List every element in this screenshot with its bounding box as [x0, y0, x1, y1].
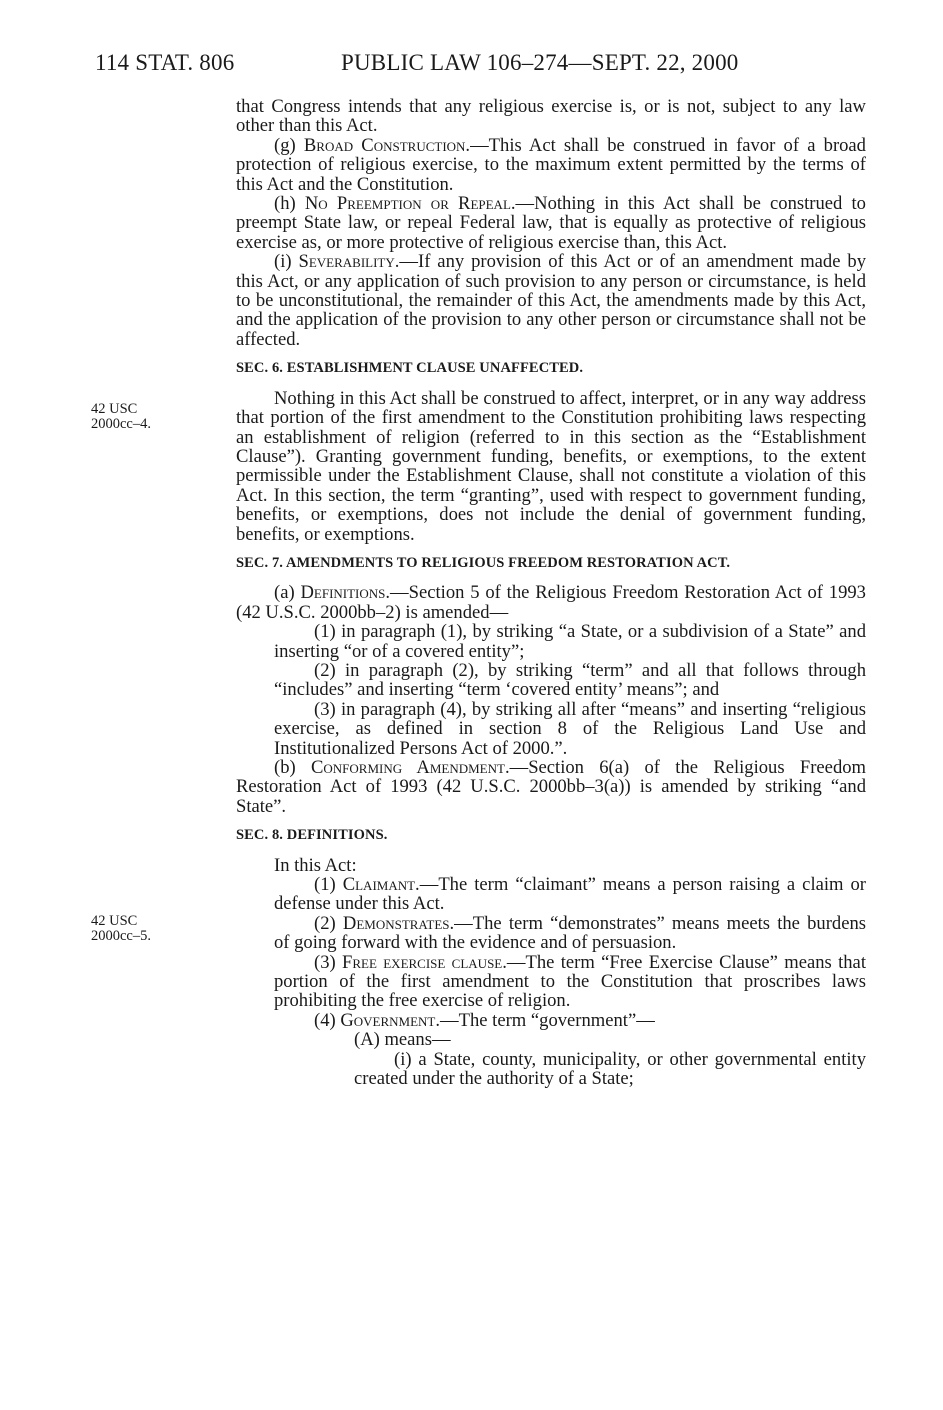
subsection-g — [236, 136, 866, 194]
margin-note-line: 42 USC — [91, 913, 138, 929]
paragraph-text: —The term “Free Exercise Clause” means that portion of the first amendment to the Constitution that proscribes laws prohibiting the free exercise of religion. — [274, 951, 866, 1012]
section-8-clause-i: (i) a State, county, municipality, or other governmental entity created under the authority of a State; — [354, 1048, 866, 1090]
subsection-text: —Nothing in this Act shall be construed to preempt State law, or repeal Federal law, that is equally as protective of religious exercise as, or more protective of religious exercise than, this Act. — [236, 193, 866, 253]
margin-note-line: 2000cc–5. — [91, 928, 151, 944]
section-8-paragraph-1 — [236, 875, 866, 914]
margin-note-line: 42 USC — [91, 401, 138, 417]
subsection-i — [236, 252, 866, 349]
section-6-text: Nothing in this Act shall be construed to affect, interpret, or in any way address that portion of the first amendment to the Constitution prohibiting laws respecting an establishment of religion (referred to in this section as the “Establishment Clause”). Granting government funding, benefits, or exemptions, to the extent permissible under the Establishment Clause, shall not constitute a violation of this Act. In this section, the term “granting”, used with respect to government funding, benefits, or exemptions, does not include the denial of government funding, benefits, or exemptions. — [236, 387, 866, 545]
paragraph-label: (4) — [314, 1009, 341, 1031]
section-8-heading: SEC. 8. DEFINITIONS. — [236, 827, 388, 844]
subsection-h — [236, 194, 866, 252]
paragraph-heading: Government. — [340, 1009, 441, 1031]
margin-note-sec8 — [91, 914, 151, 944]
body-column — [236, 97, 866, 1089]
section-8-intro: In this Act: — [274, 854, 357, 876]
subsection-label: (b) — [274, 757, 311, 778]
paragraph-text: (3) in paragraph (4), by striking all after “means” and inserting “religious exercise, as defined in section 8 of the Religious Land Use and Institutionalized Persons Act of 2000.”. — [274, 698, 866, 759]
subsection-heading: Broad Construction. — [303, 134, 471, 156]
subsection-label: (h) — [274, 193, 305, 215]
subsection-heading: No Preemption or Repeal. — [304, 193, 516, 215]
section-7a-paragraph-3 — [236, 700, 866, 758]
subsection-text: —If any provision of this Act or of an amendment made by this Act, or any application of such provision to any person or circumstance, is held to be unconstitutional, the remainder of this Act, the amendments made by this Act, and the application of the provision to any other person or circumstance shall not be affected. — [236, 251, 866, 350]
paragraph-text: (1) in paragraph (1), by striking “a State, or a subdivision of a State” and inserting “or of a covered entity”; — [274, 621, 866, 662]
paragraph-text: (2) in paragraph (2), by striking “term” and all that follows through “includes” and inserting “term ‘covered entity’ means”; and — [274, 659, 866, 701]
margin-note-sec6 — [91, 402, 151, 432]
subsection-heading: Definitions. — [300, 582, 391, 604]
section-7a-paragraph-1 — [236, 622, 866, 661]
section-6-heading: SEC. 6. ESTABLISHMENT CLAUSE UNAFFECTED. — [236, 360, 584, 377]
public-law-title: PUBLIC LAW 106–274—SEPT. 22, 2000 — [341, 50, 739, 75]
paragraph-text: —The term “government”— — [440, 1009, 655, 1031]
subsection-label: (a) — [274, 582, 301, 604]
paragraph-label: (2) — [314, 912, 343, 934]
subsection-text: —This Act shall be construed in favor of a broad protection of religious exercise, to the maximum extent permitted by the terms of this Act and the Constitution. — [236, 134, 866, 195]
section-7a — [236, 583, 866, 622]
section-8-paragraph-4 — [236, 1011, 866, 1030]
section-8-paragraph-2 — [236, 914, 866, 953]
subsection-label: (i) — [274, 251, 299, 273]
paragraph-heading: Claimant. — [342, 874, 420, 896]
subsection-text: —Section 5 of the Religious Freedom Restoration Act of 1993 (42 U.S.C. 2000bb–2) is amended— — [236, 582, 866, 623]
paragraph-label: (3) — [314, 951, 343, 973]
paragraph-heading: Demonstrates. — [342, 912, 455, 934]
subsection-text: —Section 6(a) of the Religious Freedom Restoration Act of 1993 (42 U.S.C. 2000bb–3(a)) is amended by striking “and State”. — [236, 757, 866, 817]
paragraph-text: —The term “claimant” means a person raising a claim or defense under this Act. — [274, 874, 866, 915]
subsection-heading: Conforming Amendment. — [311, 757, 510, 778]
section-7a-paragraph-2 — [236, 661, 866, 700]
paragraph-heading: Free exercise clause. — [342, 951, 507, 973]
margin-note-line: 2000cc–4. — [91, 416, 151, 432]
paragraph-continued: that Congress intends that any religious exercise is, or is not, subject to any law other than this Act. — [236, 96, 866, 137]
paragraph-text: —The term “demonstrates” means meets the burdens of going forward with the evidence and of persuasion. — [274, 912, 866, 954]
section-7b — [236, 758, 866, 816]
paragraph-label: (1) — [314, 874, 343, 896]
section-7-heading: SEC. 7. AMENDMENTS TO RELIGIOUS FREEDOM RESTORATION ACT. — [236, 554, 731, 571]
subsection-label: (g) — [274, 134, 304, 156]
section-8-paragraph-3 — [236, 953, 866, 1011]
stat-page-number: 114 STAT. 806 — [95, 50, 235, 75]
subsection-heading: Severability. — [298, 251, 400, 273]
section-8-subparagraph-A: (A) means— — [354, 1029, 451, 1051]
